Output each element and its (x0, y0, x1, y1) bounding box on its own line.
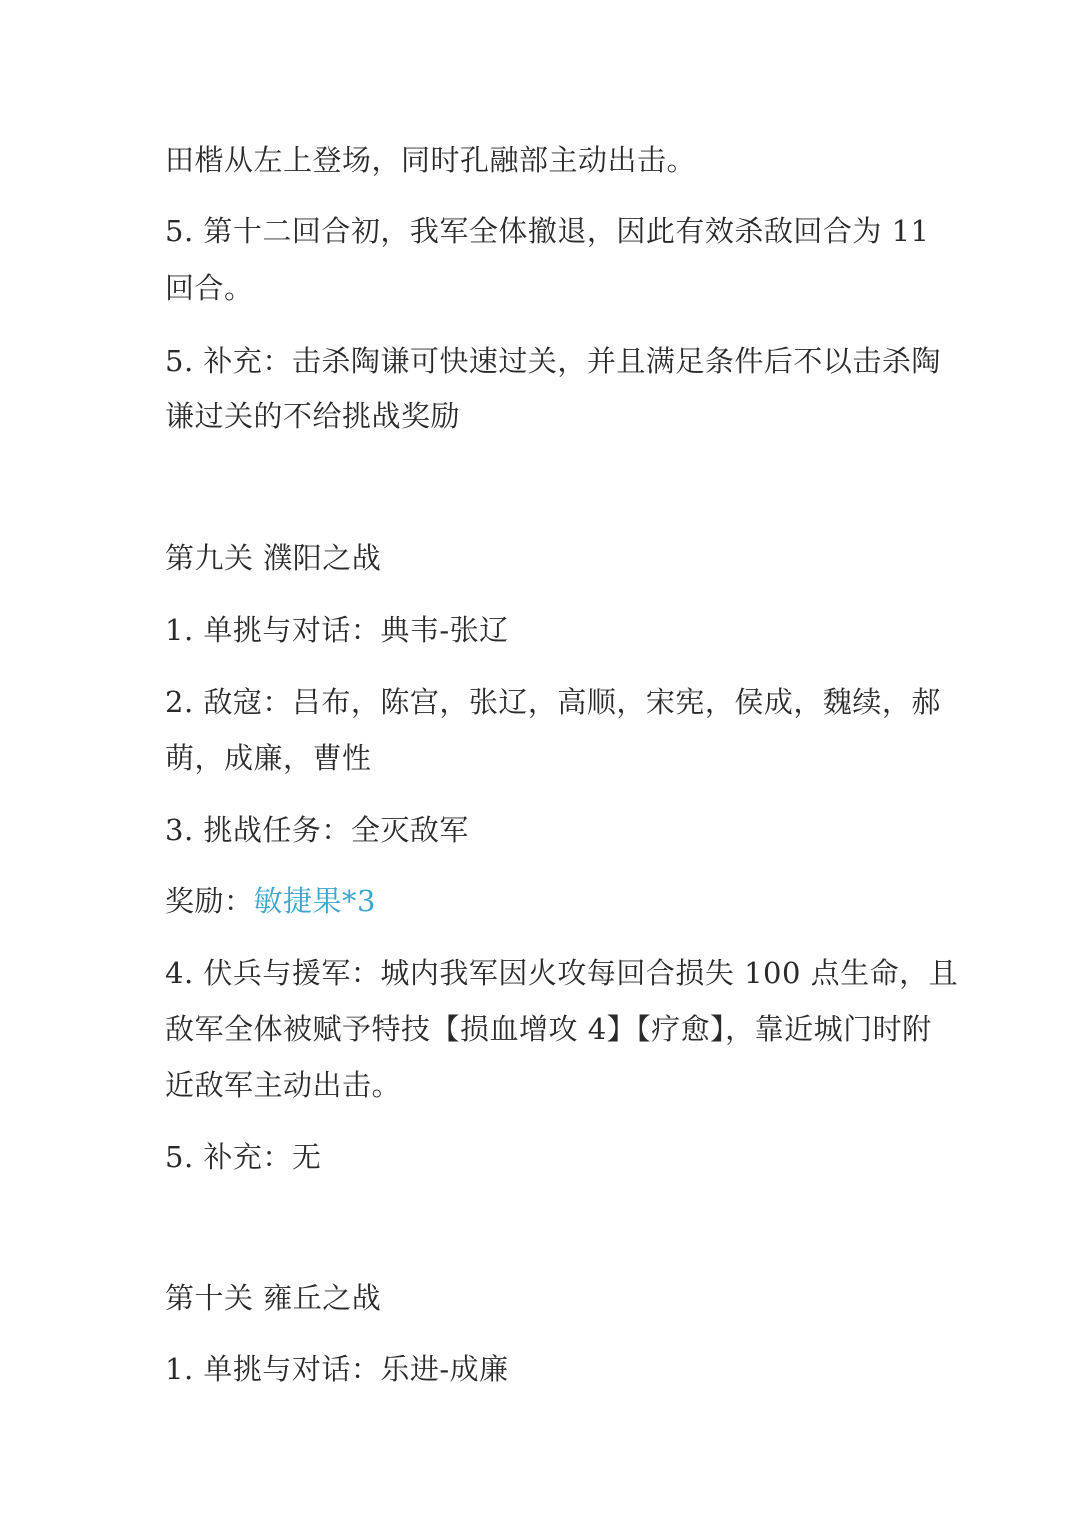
reward-label: 奖励： (165, 884, 254, 918)
stage9-title: 第九关 濮阳之战 (165, 541, 382, 575)
stage8-note-line: 田楷从左上登场，同时孔融部主动出击。 (165, 143, 697, 177)
stage8-item5-first-line: 5. 第十二回合初，我军全体撤退，因此有效杀敌回合为 11 (165, 214, 930, 248)
stage9-challenge-task: 3. 挑战任务：全灭敌军 (165, 813, 469, 847)
stage9-enemies-first-line: 2. 敌寇：吕布，陈宫，张辽，高顺，宋宪，侯成，魏续，郝 (165, 685, 941, 719)
stage9-supplement: 5. 补充：无 (165, 1140, 322, 1174)
stage9-ambush-second-line: 敌军全体被赋予特技【损血增攻 4】【疗愈】，靠近城门时附 (165, 1012, 932, 1046)
stage10-title: 第十关 雍丘之战 (165, 1281, 382, 1315)
stage10-duel-dialogue: 1. 单挑与对话：乐进-成廉 (165, 1352, 509, 1386)
stage9-ambush-third-line: 近敌军主动出击。 (165, 1068, 402, 1102)
reward-value-link[interactable]: 敏捷果*3 (253, 884, 376, 918)
stage8-supplement-first-line: 5. 补充：击杀陶谦可快速过关，并且满足条件后不以击杀陶 (165, 344, 941, 378)
stage8-supplement-second-line: 谦过关的不给挑战奖励 (165, 399, 461, 433)
stage9-duel-dialogue: 1. 单挑与对话：典韦-张辽 (165, 613, 509, 647)
stage9-enemies-second-line: 萌，成廉，曹性 (165, 741, 372, 775)
stage9-ambush-first-line: 4. 伏兵与援军：城内我军因火攻每回合损失 100 点生命，且 (165, 956, 959, 990)
stage8-item5-second-line: 回合。 (165, 271, 254, 305)
stage9-reward-line (165, 881, 925, 921)
